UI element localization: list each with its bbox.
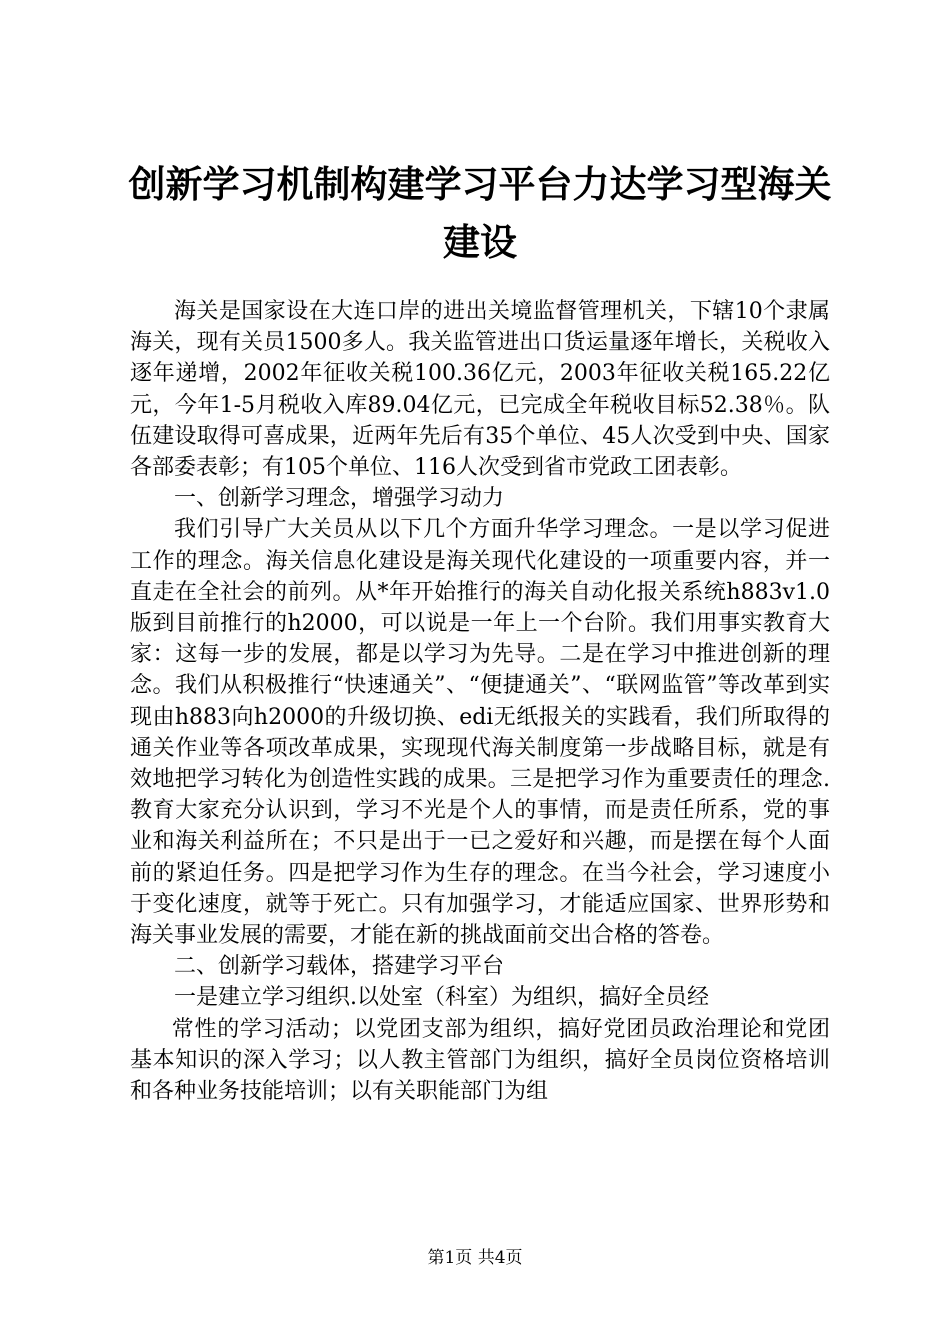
section-heading-2: 二、创新学习载体，搭建学习平台: [174, 954, 505, 980]
document-title: 创新学习机制构建学习平台力达学习型海关建设: [128, 162, 832, 264]
document-body: [130, 296, 830, 1107]
section-2-paragraph-start: 一是建立学习组织.以处室（科室）为组织，搞好全员经: [174, 985, 709, 1011]
page-footer: 第1页 共4页: [427, 1248, 523, 1268]
section-2-paragraph-continued: 常性的学习活动；以党团支部为组织，搞好党团员政治理论和党团基本知识的深入学习；以人教主管部门为组织，搞好全员岗位资格培训和各种业务技能培训；以有关职能部门为组: [130, 1016, 830, 1105]
section-1-paragraph: 我们引导广大关员从以下几个方面升华学习理念。一是以学习促进工作的理念。海关信息化建设是海关现代化建设的一项重要内容，并一直走在全社会的前列。从*年开始推行的海关自动化报关系统h883v1.0版到目前推行的h2000，可以说是一年上一个台阶。我们用事实教育大家：这每一步的发展，都是以学习为先导。二是在学习中推进创新的理念。我们从积极推行“快速通关”、“便捷通关”、“联网监管”等改革到实现由h883向h2000的升级切换、edi无纸报关的实践看，我们所取得的通关作业等各项改革成果，实现现代海关制度第一步战略目标，就是有效地把学习转化为创造性实践的成果。三是把学习作为重要责任的理念.教育大家充分认识到，学习不光是个人的事情，而是责任所系，党的事业和海关利益所在；不只是出于一已之爱好和兴趣，而是摆在每个人面前的紧迫任务。四是把学习作为生存的理念。在当今社会，学习速度小于变化速度，就等于死亡。只有加强学习，才能适应国家、世界形势和海关事业发展的需要，才能在新的挑战面前交出合格的答卷。: [130, 517, 830, 949]
intro-paragraph: 海关是国家设在大连口岸的进出关境监督管理机关，下辖10个隶属海关，现有关员1500多人。我关监管进出口货运量逐年增长，关税收入逐年递增，2002年征收关税100.36亿元，2003年征收关税165.22亿元，今年1-5月税收入库89.04亿元，已完成全年税收目标52.38％。队伍建设取得可喜成果，近两年先后有35个单位、45人次受到中央、国家各部委表彰；有105个单位、116人次受到省市党政工团表彰。: [130, 299, 830, 481]
section-heading-1: 一、创新学习理念，增强学习动力: [174, 486, 505, 512]
